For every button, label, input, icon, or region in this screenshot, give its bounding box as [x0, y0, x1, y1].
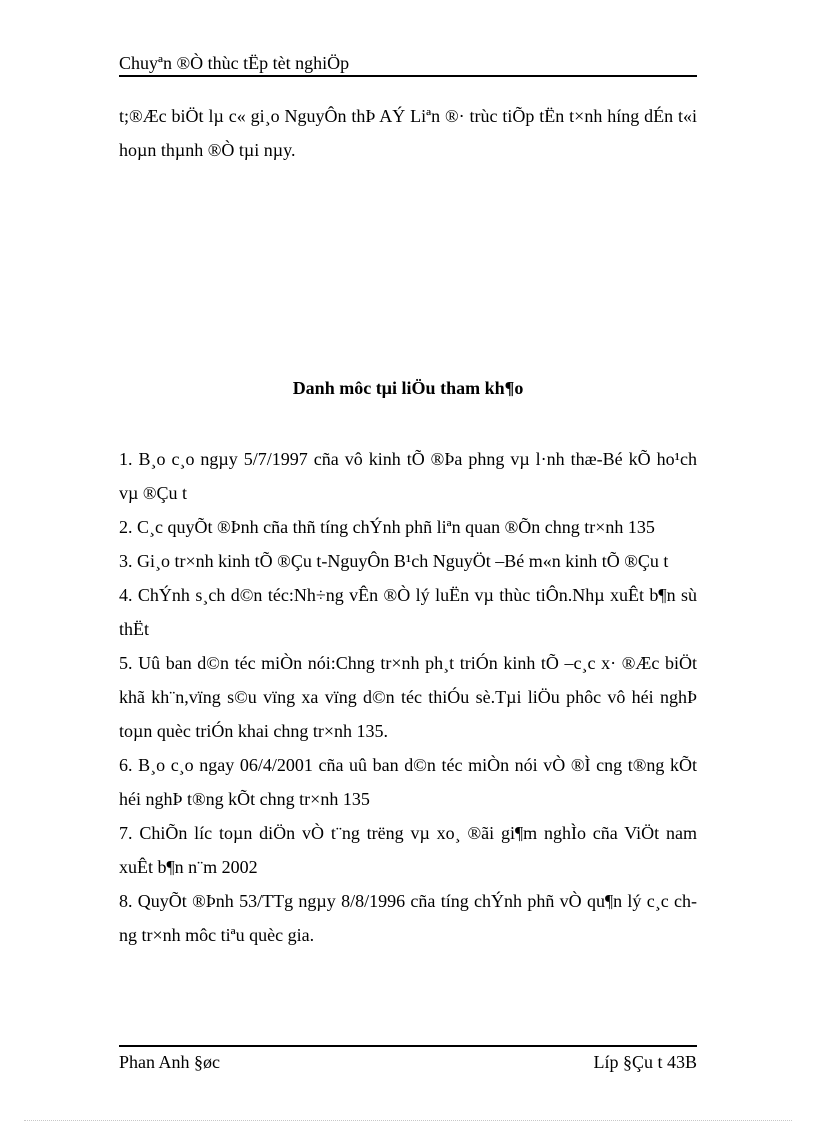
page-bottom-dotted-line	[24, 1120, 792, 1121]
reference-item-2: 2. C¸c quyÕt ®Þnh cña thñ tíng chÝnh phñ liªn quan ®Õn chng tr×nh 135	[119, 517, 655, 537]
footer-class: Líp §Çu t 43B	[593, 1052, 697, 1072]
page-header-title: Chuyªn ®Ò thùc tËp tèt nghiÖp	[119, 53, 350, 73]
reference-item-3: 3. Gi¸o tr×nh kinh tÕ ®Çu t-NguyÔn B¹ch NguyÖt –Bé m«n kinh tÕ ®Çu t	[119, 551, 669, 571]
reference-item-7: 7. ChiÕn líc toµn diÖn vÒ t¨ng trëng vµ xo¸ ®ãi gi¶m nghÌo cña ViÖt nam xuÊt b¶n n¨m 2002	[119, 823, 697, 877]
header-divider	[119, 75, 697, 77]
footer-author: Phan Anh §øc	[119, 1052, 220, 1072]
references-list	[119, 442, 697, 952]
reference-item-1: 1. B¸o c¸o ngµy 5/7/1997 cña vô kinh tÕ ®Þa phng vµ l·nh thæ-Bé kÕ ho¹ch vµ ®Çu t	[119, 449, 697, 503]
reference-item-4: 4. ChÝnh s¸ch d©n téc:Nh÷ng vÊn ®Ò lý luËn vµ thùc tiÔn.Nhµ xuÊt b¶n sù thËt	[119, 585, 697, 639]
references-heading: Danh môc tµi liÖu tham kh¶o	[292, 378, 524, 398]
footer-divider	[119, 1045, 697, 1047]
reference-item-5: 5. Uû ban d©n téc miÒn nói:Chng tr×nh ph¸t triÓn kinh tÕ –c¸c x· ®Æc biÖt khã kh¨n,vïng s©u vïng xa vïng d©n téc thiÓu sè.Tµi liÖu phôc vô héi nghÞ toµn quèc triÓn khai chng tr×nh 135.	[119, 653, 697, 741]
intro-paragraph	[119, 99, 697, 167]
reference-item-8: 8. QuyÕt ®Þnh 53/TTg ngµy 8/8/1996 cña tíng chÝnh phñ vÒ qu¶n lý c¸c chng tr×nh môc tiªu quèc gia.	[119, 891, 697, 945]
intro-text: t;®Æc biÖt lµ c« gi¸o NguyÔn thÞ AÝ Liªn ®· trùc tiÕp tËn t×nh híng dÉn t«i hoµn thµnh ®Ò tµi nµy.	[119, 106, 697, 160]
reference-item-6: 6. B¸o c¸o ngay 06/4/2001 cña uû ban d©n téc miÒn nói vÒ ®Ì cng t®ng kÕt héi nghÞ t®ng kÕt chng tr×nh 135	[119, 755, 697, 809]
